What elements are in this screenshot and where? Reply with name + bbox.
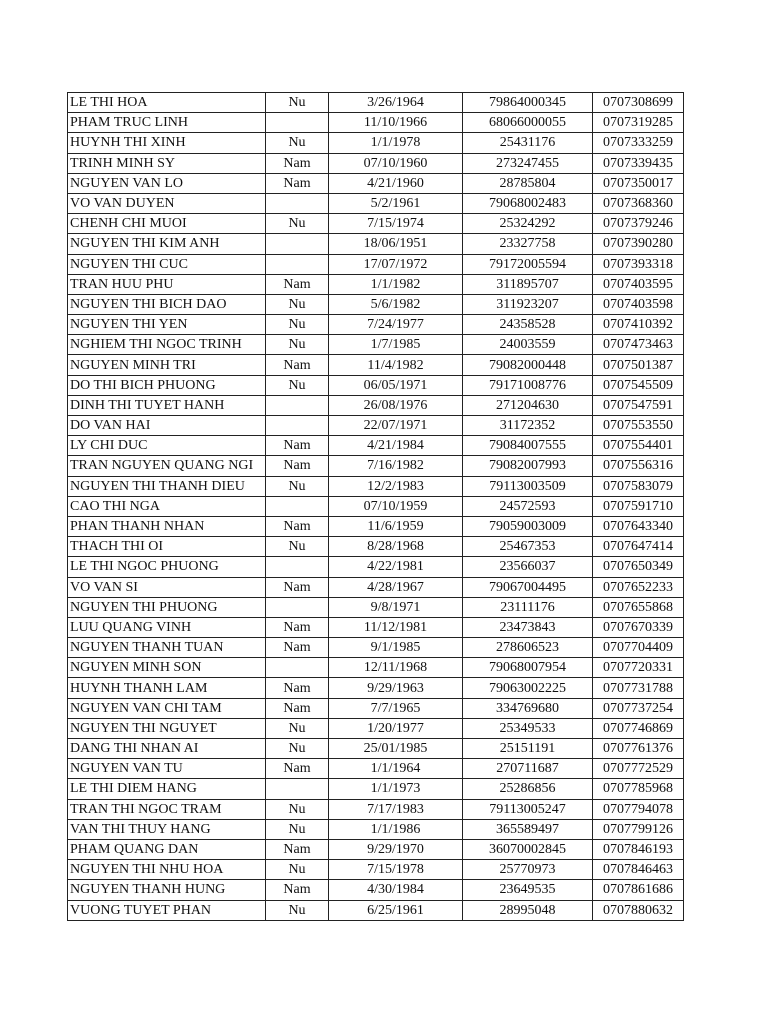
table-row	[68, 254, 684, 274]
name-cell: PHAM QUANG DAN	[68, 839, 266, 859]
birth-date-cell: 4/21/1984	[329, 436, 463, 456]
birth-date-cell: 1/1/1964	[329, 759, 463, 779]
account-code-cell: 0707720331	[593, 658, 684, 678]
table-row	[68, 476, 684, 496]
table-row	[68, 516, 684, 536]
id-number-cell: 23327758	[463, 234, 593, 254]
account-code-cell: 0707670339	[593, 617, 684, 637]
table-row	[68, 416, 684, 436]
id-number-cell: 311895707	[463, 274, 593, 294]
table-row	[68, 860, 684, 880]
account-code-cell: 0707553550	[593, 416, 684, 436]
name-cell: TRAN THI NGOC TRAM	[68, 799, 266, 819]
id-number-cell: 25324292	[463, 214, 593, 234]
table-row	[68, 880, 684, 900]
account-code-cell: 0707308699	[593, 93, 684, 113]
id-number-cell: 273247455	[463, 153, 593, 173]
sex-cell: Nu	[266, 860, 329, 880]
table-row	[68, 456, 684, 476]
sex-cell: Nam	[266, 638, 329, 658]
sex-cell: Nu	[266, 93, 329, 113]
id-number-cell: 79172005594	[463, 254, 593, 274]
account-code-cell: 0707794078	[593, 799, 684, 819]
name-cell: CHENH CHI MUOI	[68, 214, 266, 234]
account-code-cell: 0707368360	[593, 193, 684, 213]
table-row	[68, 113, 684, 133]
sex-cell	[266, 395, 329, 415]
sex-cell: Nu	[266, 799, 329, 819]
table-row	[68, 214, 684, 234]
account-code-cell: 0707556316	[593, 456, 684, 476]
name-cell: VO VAN SI	[68, 577, 266, 597]
id-number-cell: 79059003009	[463, 516, 593, 536]
id-number-cell: 25151191	[463, 739, 593, 759]
id-number-cell: 334769680	[463, 698, 593, 718]
name-cell: NGUYEN VAN CHI TAM	[68, 698, 266, 718]
account-code-cell: 0707545509	[593, 375, 684, 395]
id-number-cell: 79864000345	[463, 93, 593, 113]
account-code-cell: 0707846193	[593, 839, 684, 859]
account-code-cell: 0707319285	[593, 113, 684, 133]
birth-date-cell: 4/21/1960	[329, 173, 463, 193]
id-number-cell: 23649535	[463, 880, 593, 900]
account-code-cell: 0707339435	[593, 153, 684, 173]
id-number-cell: 271204630	[463, 395, 593, 415]
sex-cell: Nam	[266, 839, 329, 859]
birth-date-cell: 26/08/1976	[329, 395, 463, 415]
table-row	[68, 355, 684, 375]
table-row	[68, 739, 684, 759]
id-number-cell: 25286856	[463, 779, 593, 799]
sex-cell	[266, 113, 329, 133]
name-cell: DO VAN HAI	[68, 416, 266, 436]
birth-date-cell: 4/30/1984	[329, 880, 463, 900]
birth-date-cell: 12/11/1968	[329, 658, 463, 678]
name-cell: VAN THI THUY HANG	[68, 819, 266, 839]
table-row	[68, 335, 684, 355]
table-row	[68, 375, 684, 395]
table-row	[68, 658, 684, 678]
sex-cell: Nam	[266, 617, 329, 637]
id-number-cell: 36070002845	[463, 839, 593, 859]
table-row	[68, 496, 684, 516]
birth-date-cell: 6/25/1961	[329, 900, 463, 920]
id-number-cell: 79082007993	[463, 456, 593, 476]
name-cell: TRAN HUU PHU	[68, 274, 266, 294]
name-cell: NGUYEN MINH SON	[68, 658, 266, 678]
name-cell: HUYNH THI XINH	[68, 133, 266, 153]
table-row	[68, 577, 684, 597]
birth-date-cell: 8/28/1968	[329, 537, 463, 557]
account-code-cell: 0707379246	[593, 214, 684, 234]
name-cell: NGUYEN THANH TUAN	[68, 638, 266, 658]
birth-date-cell: 11/12/1981	[329, 617, 463, 637]
sex-cell: Nam	[266, 678, 329, 698]
name-cell: NGUYEN THI CUC	[68, 254, 266, 274]
account-code-cell: 0707554401	[593, 436, 684, 456]
table-row	[68, 93, 684, 113]
id-number-cell: 79113003509	[463, 476, 593, 496]
table-row	[68, 839, 684, 859]
table-row	[68, 718, 684, 738]
name-cell: DINH THI TUYET HANH	[68, 395, 266, 415]
table-row	[68, 698, 684, 718]
birth-date-cell: 11/4/1982	[329, 355, 463, 375]
account-code-cell: 0707591710	[593, 496, 684, 516]
account-code-cell: 0707704409	[593, 638, 684, 658]
id-number-cell: 24572593	[463, 496, 593, 516]
account-code-cell: 0707647414	[593, 537, 684, 557]
id-number-cell: 28995048	[463, 900, 593, 920]
birth-date-cell: 1/1/1973	[329, 779, 463, 799]
name-cell: NGUYEN THI KIM ANH	[68, 234, 266, 254]
account-code-cell: 0707652233	[593, 577, 684, 597]
id-number-cell: 68066000055	[463, 113, 593, 133]
table-row	[68, 557, 684, 577]
account-code-cell: 0707333259	[593, 133, 684, 153]
table-row	[68, 274, 684, 294]
sex-cell: Nam	[266, 516, 329, 536]
table-row	[68, 819, 684, 839]
birth-date-cell: 3/26/1964	[329, 93, 463, 113]
birth-date-cell: 06/05/1971	[329, 375, 463, 395]
name-cell: DANG THI NHAN AI	[68, 739, 266, 759]
sex-cell: Nu	[266, 537, 329, 557]
birth-date-cell: 12/2/1983	[329, 476, 463, 496]
name-cell: VO VAN DUYEN	[68, 193, 266, 213]
name-cell: LE THI NGOC PHUONG	[68, 557, 266, 577]
table-row	[68, 294, 684, 314]
table-row	[68, 133, 684, 153]
sex-cell	[266, 496, 329, 516]
sex-cell: Nam	[266, 436, 329, 456]
id-number-cell: 23566037	[463, 557, 593, 577]
name-cell: PHAN THANH NHAN	[68, 516, 266, 536]
name-cell: NGUYEN THI NGUYET	[68, 718, 266, 738]
birth-date-cell: 22/07/1971	[329, 416, 463, 436]
table-row	[68, 617, 684, 637]
sex-cell	[266, 234, 329, 254]
birth-date-cell: 7/7/1965	[329, 698, 463, 718]
account-code-cell: 0707772529	[593, 759, 684, 779]
birth-date-cell: 1/1/1978	[329, 133, 463, 153]
sex-cell: Nam	[266, 698, 329, 718]
birth-date-cell: 1/1/1986	[329, 819, 463, 839]
birth-date-cell: 1/20/1977	[329, 718, 463, 738]
id-number-cell: 25467353	[463, 537, 593, 557]
sex-cell: Nu	[266, 133, 329, 153]
birth-date-cell: 11/10/1966	[329, 113, 463, 133]
birth-date-cell: 7/24/1977	[329, 315, 463, 335]
sex-cell: Nu	[266, 819, 329, 839]
sex-cell	[266, 597, 329, 617]
account-code-cell: 0707583079	[593, 476, 684, 496]
account-code-cell: 0707746869	[593, 718, 684, 738]
name-cell: PHAM TRUC LINH	[68, 113, 266, 133]
account-code-cell: 0707643340	[593, 516, 684, 536]
table-row	[68, 678, 684, 698]
birth-date-cell: 07/10/1960	[329, 153, 463, 173]
table-row	[68, 193, 684, 213]
table-body	[68, 93, 684, 921]
sex-cell	[266, 416, 329, 436]
sex-cell: Nu	[266, 214, 329, 234]
table-row	[68, 537, 684, 557]
id-number-cell: 23111176	[463, 597, 593, 617]
id-number-cell: 31172352	[463, 416, 593, 436]
id-number-cell: 79082000448	[463, 355, 593, 375]
name-cell: NGHIEM THI NGOC TRINH	[68, 335, 266, 355]
birth-date-cell: 7/17/1983	[329, 799, 463, 819]
name-cell: THACH THI OI	[68, 537, 266, 557]
name-cell: TRINH MINH SY	[68, 153, 266, 173]
sex-cell: Nu	[266, 294, 329, 314]
name-cell: VUONG TUYET PHAN	[68, 900, 266, 920]
sex-cell: Nu	[266, 900, 329, 920]
id-number-cell: 79063002225	[463, 678, 593, 698]
id-number-cell: 24003559	[463, 335, 593, 355]
name-cell: NGUYEN THI PHUONG	[68, 597, 266, 617]
birth-date-cell: 17/07/1972	[329, 254, 463, 274]
birth-date-cell: 25/01/1985	[329, 739, 463, 759]
name-cell: LY CHI DUC	[68, 436, 266, 456]
sex-cell: Nu	[266, 739, 329, 759]
id-number-cell: 24358528	[463, 315, 593, 335]
id-number-cell: 25431176	[463, 133, 593, 153]
birth-date-cell: 11/6/1959	[329, 516, 463, 536]
account-code-cell: 0707761376	[593, 739, 684, 759]
name-cell: NGUYEN THI YEN	[68, 315, 266, 335]
name-cell: HUYNH THANH LAM	[68, 678, 266, 698]
name-cell: LE THI DIEM HANG	[68, 779, 266, 799]
account-code-cell: 0707737254	[593, 698, 684, 718]
birth-date-cell: 7/16/1982	[329, 456, 463, 476]
account-code-cell: 0707655868	[593, 597, 684, 617]
birth-date-cell: 9/1/1985	[329, 638, 463, 658]
account-code-cell: 0707403595	[593, 274, 684, 294]
sex-cell: Nam	[266, 173, 329, 193]
sex-cell	[266, 658, 329, 678]
name-cell: LUU QUANG VINH	[68, 617, 266, 637]
id-number-cell: 79113005247	[463, 799, 593, 819]
data-table	[67, 92, 684, 921]
birth-date-cell: 1/1/1982	[329, 274, 463, 294]
id-number-cell: 79068002483	[463, 193, 593, 213]
birth-date-cell: 4/28/1967	[329, 577, 463, 597]
sex-cell	[266, 193, 329, 213]
name-cell: CAO THI NGA	[68, 496, 266, 516]
table-row	[68, 759, 684, 779]
account-code-cell: 0707547591	[593, 395, 684, 415]
sex-cell: Nam	[266, 577, 329, 597]
id-number-cell: 79068007954	[463, 658, 593, 678]
id-number-cell: 28785804	[463, 173, 593, 193]
account-code-cell: 0707410392	[593, 315, 684, 335]
account-code-cell: 0707731788	[593, 678, 684, 698]
sex-cell: Nam	[266, 274, 329, 294]
birth-date-cell: 9/29/1970	[329, 839, 463, 859]
id-number-cell: 79084007555	[463, 436, 593, 456]
table-row	[68, 638, 684, 658]
name-cell: NGUYEN THI THANH DIEU	[68, 476, 266, 496]
name-cell: NGUYEN MINH TRI	[68, 355, 266, 375]
sex-cell: Nu	[266, 315, 329, 335]
id-number-cell: 25349533	[463, 718, 593, 738]
id-number-cell: 365589497	[463, 819, 593, 839]
table-row	[68, 234, 684, 254]
name-cell: NGUYEN THI BICH DAO	[68, 294, 266, 314]
account-code-cell: 0707501387	[593, 355, 684, 375]
birth-date-cell: 1/7/1985	[329, 335, 463, 355]
name-cell: NGUYEN THANH HUNG	[68, 880, 266, 900]
sex-cell: Nam	[266, 355, 329, 375]
account-code-cell: 0707403598	[593, 294, 684, 314]
sex-cell: Nam	[266, 880, 329, 900]
table-row	[68, 900, 684, 920]
sex-cell	[266, 254, 329, 274]
sex-cell	[266, 779, 329, 799]
table-row	[68, 799, 684, 819]
sex-cell: Nu	[266, 718, 329, 738]
name-cell: DO THI BICH PHUONG	[68, 375, 266, 395]
sex-cell: Nu	[266, 375, 329, 395]
birth-date-cell: 07/10/1959	[329, 496, 463, 516]
table-row	[68, 779, 684, 799]
sex-cell: Nam	[266, 456, 329, 476]
account-code-cell: 0707650349	[593, 557, 684, 577]
account-code-cell: 0707861686	[593, 880, 684, 900]
id-number-cell: 79067004495	[463, 577, 593, 597]
name-cell: TRAN NGUYEN QUANG NGI	[68, 456, 266, 476]
birth-date-cell: 4/22/1981	[329, 557, 463, 577]
table-row	[68, 315, 684, 335]
sex-cell: Nam	[266, 153, 329, 173]
name-cell: NGUYEN VAN TU	[68, 759, 266, 779]
id-number-cell: 270711687	[463, 759, 593, 779]
account-code-cell: 0707799126	[593, 819, 684, 839]
birth-date-cell: 7/15/1974	[329, 214, 463, 234]
name-cell: LE THI HOA	[68, 93, 266, 113]
table-row	[68, 173, 684, 193]
birth-date-cell: 18/06/1951	[329, 234, 463, 254]
account-code-cell: 0707390280	[593, 234, 684, 254]
id-number-cell: 311923207	[463, 294, 593, 314]
name-cell: NGUYEN VAN LO	[68, 173, 266, 193]
id-number-cell: 79171008776	[463, 375, 593, 395]
sex-cell: Nu	[266, 335, 329, 355]
table-row	[68, 436, 684, 456]
table-row	[68, 597, 684, 617]
id-number-cell: 278606523	[463, 638, 593, 658]
birth-date-cell: 7/15/1978	[329, 860, 463, 880]
id-number-cell: 23473843	[463, 617, 593, 637]
table-row	[68, 395, 684, 415]
birth-date-cell: 5/6/1982	[329, 294, 463, 314]
table-row	[68, 153, 684, 173]
account-code-cell: 0707350017	[593, 173, 684, 193]
sex-cell: Nam	[266, 759, 329, 779]
account-code-cell: 0707846463	[593, 860, 684, 880]
account-code-cell: 0707393318	[593, 254, 684, 274]
name-cell: NGUYEN THI NHU HOA	[68, 860, 266, 880]
account-code-cell: 0707880632	[593, 900, 684, 920]
birth-date-cell: 5/2/1961	[329, 193, 463, 213]
sex-cell: Nu	[266, 476, 329, 496]
birth-date-cell: 9/8/1971	[329, 597, 463, 617]
sex-cell	[266, 557, 329, 577]
birth-date-cell: 9/29/1963	[329, 678, 463, 698]
account-code-cell: 0707473463	[593, 335, 684, 355]
id-number-cell: 25770973	[463, 860, 593, 880]
account-code-cell: 0707785968	[593, 779, 684, 799]
